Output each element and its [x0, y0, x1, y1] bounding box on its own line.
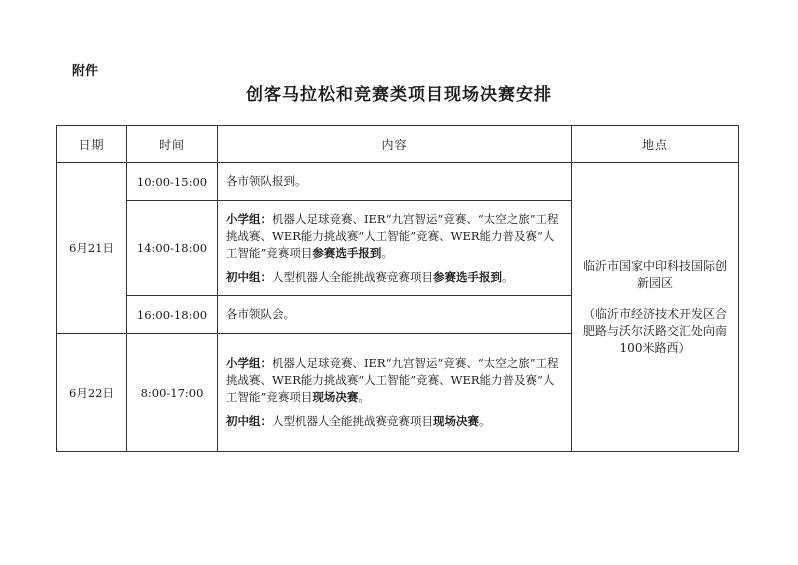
content-cell — [218, 334, 572, 452]
sentence-end: 。 — [381, 245, 393, 260]
junior-group-text: 人型机器人全能挑战赛竞赛项目 — [272, 269, 433, 284]
primary-group-text: 机器人足球竞赛、IER“九宫智运”竞赛、“太空之旅”工程挑战赛、WER能力挑战赛“人工智能”竞赛、WER能力普及赛“人工智能”竞赛项目 — [226, 211, 559, 260]
location-address: （临沂市经济技术开发区合肥路与沃尔沃路交汇处向南100米路西） — [582, 306, 727, 355]
primary-group-label: 小学组： — [226, 211, 272, 226]
time-cell: 8:00-17:00 — [127, 334, 218, 452]
table-row — [57, 163, 739, 201]
content-cell — [218, 163, 572, 201]
junior-group-label: 初中组： — [226, 269, 272, 284]
primary-group-action: 现场决赛 — [312, 390, 359, 404]
primary-group-paragraph — [226, 355, 563, 406]
time-cell: 14:00-18:00 — [127, 201, 218, 296]
primary-group-text: 机器人足球竞赛、IER“九宫智运”竞赛、“太空之旅”工程挑战赛、WER能力挑战赛“人工智能”竞赛、WER能力普及赛“人工智能”竞赛项目 — [226, 356, 559, 404]
primary-group-action: 参赛选手报到 — [312, 245, 382, 260]
junior-group-paragraph — [226, 413, 563, 430]
table-header-row — [57, 126, 739, 163]
sentence-end: 。 — [502, 269, 514, 284]
junior-group-action: 现场决赛 — [433, 414, 479, 428]
date-cell: 6月22日 — [57, 334, 127, 452]
attachment-label: 附件 — [72, 64, 99, 79]
content-cell — [218, 296, 572, 334]
date-cell: 6月21日 — [57, 163, 127, 334]
sentence-end: 。 — [358, 390, 370, 404]
content-cell — [218, 201, 572, 296]
time-cell: 16:00-18:00 — [127, 296, 218, 334]
header-content: 内容 — [218, 126, 572, 163]
junior-group-paragraph — [226, 269, 563, 286]
header-time: 时间 — [127, 126, 218, 163]
location-cell — [572, 163, 739, 452]
sentence-end: 。 — [479, 414, 491, 428]
junior-group-action: 参赛选手报到 — [433, 269, 502, 284]
header-location: 地点 — [572, 126, 739, 163]
junior-group-label: 初中组： — [226, 414, 272, 428]
page-title: 创客马拉松和竞赛类项目现场决赛安排 — [246, 85, 552, 105]
content-text: 各市领队会。 — [226, 307, 295, 321]
junior-group-text: 人型机器人全能挑战赛竞赛项目 — [272, 414, 433, 428]
location-name: 临沂市国家中印科技国际创新园区 — [582, 258, 727, 290]
content-text: 各市领队报到。 — [226, 174, 307, 188]
primary-group-paragraph — [226, 211, 563, 262]
primary-group-label: 小学组： — [226, 356, 272, 370]
header-date: 日期 — [57, 126, 127, 163]
time-cell: 10:00-15:00 — [127, 163, 218, 201]
schedule-table — [56, 125, 739, 452]
